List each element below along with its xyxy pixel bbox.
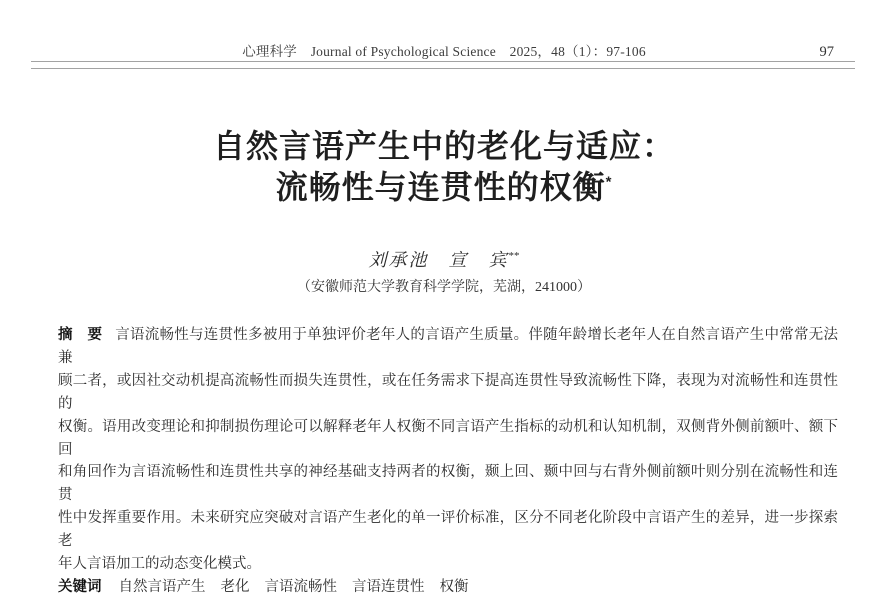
author-names: 刘承池 宣 宾 <box>368 250 509 270</box>
abstract-block <box>58 324 838 599</box>
paper-title-line2: 流畅性与连贯性的权衡 <box>275 169 606 205</box>
keyword-item: 言语连贯性 <box>352 578 425 595</box>
abstract-text-line-4: 和角回作为言语流畅性和连贯性共享的神经基础支持两者的权衡，颞上回、颞中回与右背外侧前额叶则分别在流畅性和连贯 <box>58 464 838 504</box>
running-head <box>0 44 888 60</box>
paper-title-line1: 自然言语产生中的老化与适应： <box>212 128 675 164</box>
keyword-item: 自然言语产生 <box>118 578 206 595</box>
journal-citation-line: 心理科学 Journal of Psychological Science 2025，48（1）：97-106 <box>242 44 646 59</box>
abstract-text-line-5: 性中发挥重要作用。未来研究应突破对言语产生老化的单一评价标准，区分不同老化阶段中言语产生的差异，进一步探索老 <box>58 510 838 550</box>
author-line <box>0 249 888 271</box>
paper-title <box>0 126 888 208</box>
keyword-item: 权衡 <box>439 578 469 595</box>
keywords-label: 关键词 <box>58 578 102 595</box>
abstract-text-line-3: 权衡。语用改变理论和抑制损伤理论可以解释老年人权衡不同言语产生指标的动机和认知机制，双侧背外侧前额叶、额下回 <box>58 418 838 458</box>
abstract-text-line-6: 年人言语加工的动态变化模式。 <box>58 556 261 573</box>
keyword-item: 老化 <box>220 578 250 595</box>
header-double-rule <box>31 61 855 69</box>
author-note-marker: ** <box>508 250 520 262</box>
page-number: 97 <box>819 44 834 60</box>
abstract-line <box>58 324 838 370</box>
title-footnote-marker: * <box>605 173 613 191</box>
abstract-label: 摘 要 <box>58 327 103 343</box>
affiliation: （安徽师范大学教育科学学院，芜湖，241000） <box>297 280 591 295</box>
abstract-text-line-2: 顾二者，或因社交动机提高流畅性而损失连贯性，或在任务需求下提高连贯性导致流畅性下降，表现为对流畅性和连贯性的 <box>58 372 838 412</box>
abstract-text-line-1: 言语流畅性与连贯性多被用于单独评价老年人的言语产生质量。伴随年龄增长老年人在自然言语产生中常常无法兼 <box>58 327 838 366</box>
keywords-row <box>58 576 838 599</box>
keyword-item: 言语流畅性 <box>264 578 337 595</box>
